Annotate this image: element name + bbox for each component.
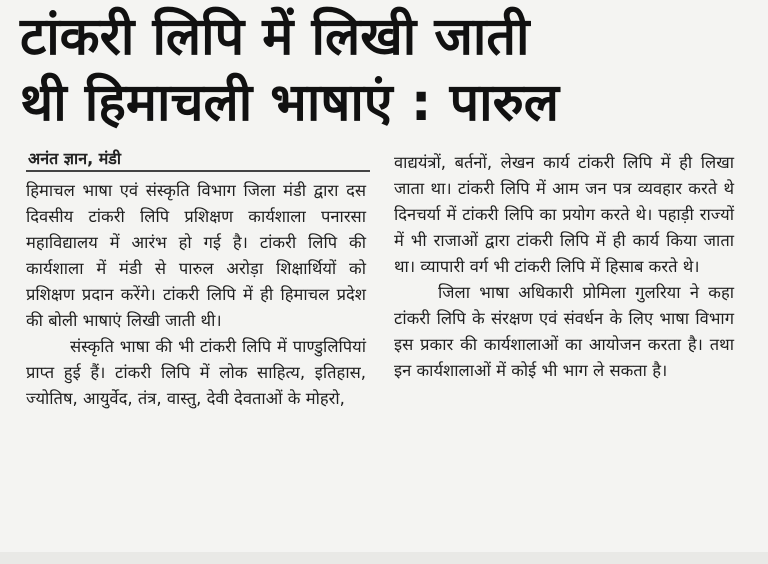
- byline: अनंत ज्ञान, मंडी: [28, 149, 121, 168]
- headline-line-1: टांकरी लिपि में लिखी जाती: [20, 7, 530, 67]
- article-column-left: [26, 178, 366, 412]
- paragraph-right-1: वाद्ययंत्रों, बर्तनों, लेखन कार्य टांकरी लिपि में ही लिखा जाता था। टांकरी लिपि में आम जन पत्र व्यवहार करते थे दिनचर्या में टांकरी लिपि का प्रयोग करते थे। पहाड़ी राज्यों में भी राजाओं द्वारा टांकरी लिपि में ही कार्य किया जाता था। व्यापारी वर्ग भी टांकरी लिपि में हिसाब करते थे।: [394, 153, 734, 276]
- paragraph-left-2: संस्कृति भाषा की भी टांकरी लिपि में पाण्डुलिपियां प्राप्त हुई हैं। टांकरी लिपि में लोक साहित्य, इतिहास, ज्योतिष, आयुर्वेद, तंत्र, वास्तु, देवी देवताओं के मोहरो,: [26, 337, 366, 408]
- bottom-edge: [0, 552, 768, 564]
- byline-divider: [26, 170, 370, 172]
- article-column-right: [394, 150, 734, 384]
- paragraph-right-2: जिला भाषा अधिकारी प्रोमिला गुलरिया ने कहा टांकरी लिपि के संरक्षण एवं संवर्धन के लिए भाषा विभाग इस प्रकार की कार्यशालाओं का आयोजन करता है। तथा इन कार्यशालाओं में कोई भी भाग ले सकता है।: [394, 283, 734, 380]
- headline: [20, 4, 760, 136]
- headline-line-2: थी हिमाचली भाषाएं : पारुल: [20, 73, 559, 133]
- paragraph-left-1: हिमाचल भाषा एवं संस्कृति विभाग जिला मंडी द्वारा दस दिवसीय टांकरी लिपि प्रशिक्षण कार्यशाला पनारसा महाविद्यालय में आरंभ हो गई है। टांकरी लिपि की कार्यशाला में मंडी से पारुल अरोड़ा शिक्षार्थियों को प्रशिक्षण प्रदान करेंगे। टांकरी लिपि में ही हिमाचल प्रदेश की बोली भाषाएं लिखी जाती थी।: [26, 181, 366, 330]
